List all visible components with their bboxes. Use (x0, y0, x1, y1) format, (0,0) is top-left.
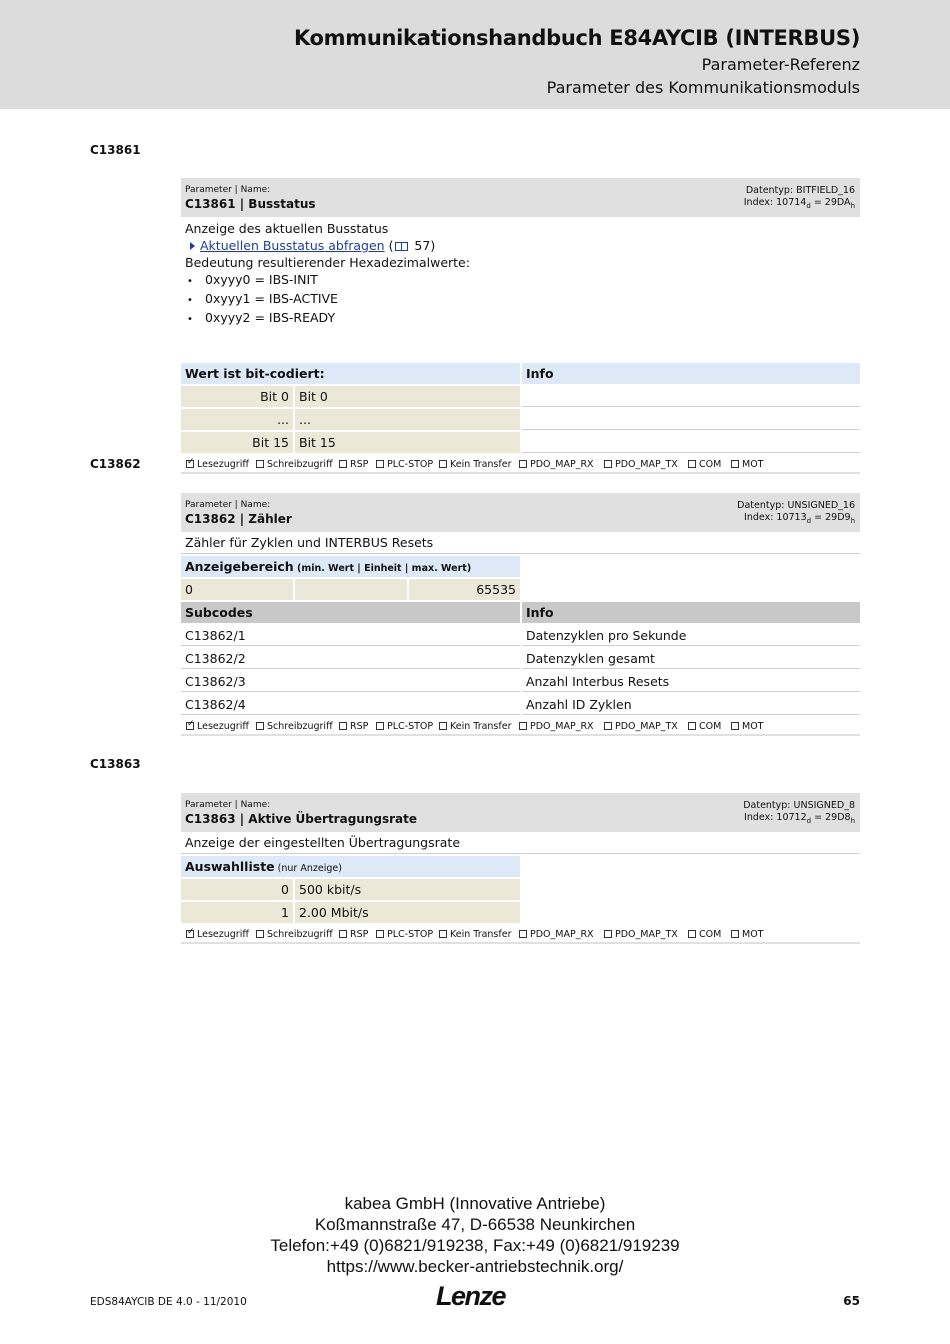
flag-mot: MOT (731, 459, 763, 470)
flag-pdo-map-rx: PDO_MAP_RX (519, 929, 594, 940)
param-header (181, 793, 860, 832)
subcodes-header-row (181, 602, 860, 625)
table-header: Wert ist bit-codiert: (181, 363, 520, 384)
table-row (181, 386, 860, 409)
bit-number: Bit 15 (181, 432, 293, 453)
param-name: C13863 | Aktive Übertragungsrate (185, 812, 417, 826)
footer-street: Koßmannstraße 47, D-66538 Neunkirchen (314, 1215, 636, 1234)
arrow-right-icon (190, 242, 195, 250)
flag-rsp: RSP (339, 459, 368, 470)
param-header (181, 493, 860, 532)
bit-label: Bit 15 (295, 432, 520, 453)
param-header (181, 178, 860, 217)
flag-lesezugriff: ✓Lesezugriff (186, 929, 249, 940)
flag-schreibzugriff: Schreibzugriff (256, 929, 333, 940)
checkbox-icon (439, 930, 447, 938)
lenze-logo: Lenze (436, 1281, 506, 1311)
section-title: Parameter des Kommunikationsmoduls (546, 78, 860, 97)
table-header-row (181, 363, 860, 386)
info-cell (522, 409, 860, 430)
checkbox-checked-icon (186, 930, 194, 938)
document-code: EDS84AYCIB DE 4.0 - 11/2010 (90, 1296, 247, 1308)
description-text: Zähler für Zyklen und INTERBUS Resets (181, 532, 860, 554)
checkbox-icon (731, 722, 739, 730)
option-value: 1 (181, 902, 293, 923)
table-header-info: Info (522, 363, 860, 384)
info-cell (522, 386, 860, 407)
info-cell (522, 432, 860, 453)
param-datatype: Datentyp: UNSIGNED_16 (737, 500, 855, 511)
bit-label: Bit 0 (295, 386, 520, 407)
list-item: • 0xyyy0 = IBS-INIT (185, 271, 856, 290)
section-id-c13863: C13863 (90, 757, 141, 771)
document-title: Kommunikationshandbuch E84AYCIB (INTERBUS) (293, 26, 860, 50)
subcodes-header: Subcodes (181, 602, 520, 623)
list-item: • 0xyyy2 = IBS-READY (185, 309, 856, 328)
access-flags (181, 455, 860, 474)
range-header: Anzeigebereich (min. Wert | Einheit | max. Wert) (181, 556, 520, 577)
checkbox-icon (731, 930, 739, 938)
param-datatype: Datentyp: UNSIGNED_8 (743, 800, 855, 811)
checkbox-icon (519, 930, 527, 938)
flag-plc-stop: PLC-STOP (376, 721, 433, 732)
option-label: 2.00 Mbit/s (295, 902, 520, 923)
param-name-label: Parameter | Name: (185, 185, 271, 195)
flag-kein-transfer: Kein Transfer (439, 929, 511, 940)
checkbox-icon (256, 722, 264, 730)
param-block-c13863 (181, 793, 860, 944)
description-text: Bedeutung resultierender Hexadezimalwerte: (185, 255, 470, 270)
bit-label: ... (295, 409, 520, 430)
checkbox-icon (339, 930, 347, 938)
range-unit (295, 579, 407, 600)
flag-pdo-map-tx: PDO_MAP_TX (604, 721, 678, 732)
param-name: C13862 | Zähler (185, 512, 292, 526)
checkbox-icon (339, 722, 347, 730)
description-row (181, 532, 860, 556)
flag-plc-stop: PLC-STOP (376, 929, 433, 940)
flag-lesezugriff: ✓Lesezugriff (186, 459, 249, 470)
subcode: C13862/3 (181, 671, 520, 692)
param-description (181, 217, 860, 363)
busstatus-link[interactable]: Aktuellen Busstatus abfragen (200, 238, 385, 253)
param-block-c13862 (181, 493, 860, 736)
flag-plc-stop: PLC-STOP (376, 459, 433, 470)
checkbox-icon (376, 722, 384, 730)
footer-url[interactable]: https://www.becker-antriebstechnik.org/ (326, 1257, 624, 1276)
flag-mot: MOT (731, 929, 763, 940)
table-row (181, 694, 860, 717)
section-id-c13862: C13862 (90, 457, 141, 471)
bit-number: Bit 0 (181, 386, 293, 407)
flag-com: COM (688, 929, 721, 940)
checkbox-icon (256, 460, 264, 468)
range-min: 0 (181, 579, 293, 600)
flag-rsp: RSP (339, 929, 368, 940)
checkbox-icon (604, 930, 612, 938)
param-datatype: Datentyp: BITFIELD_16 (745, 185, 855, 196)
description-row (181, 832, 860, 856)
list-item: • 0xyyy1 = IBS-ACTIVE (185, 290, 856, 309)
range-values-row (181, 579, 860, 602)
flag-rsp: RSP (339, 721, 368, 732)
flag-schreibzugriff: Schreibzugriff (256, 721, 333, 732)
subcode: C13862/4 (181, 694, 520, 715)
flag-pdo-map-tx: PDO_MAP_TX (604, 459, 678, 470)
flag-pdo-map-rx: PDO_MAP_RX (519, 721, 594, 732)
list-item (181, 879, 860, 902)
flag-pdo-map-rx: PDO_MAP_RX (519, 459, 594, 470)
checkbox-checked-icon (186, 460, 194, 468)
section-id-c13861: C13861 (90, 143, 141, 157)
access-flags (181, 925, 860, 944)
table-row (181, 671, 860, 694)
checkbox-icon (688, 930, 696, 938)
table-row (181, 432, 860, 455)
flag-lesezugriff: ✓Lesezugriff (186, 721, 249, 732)
footer-phone: Telefon:+49 (0)6821/919238, Fax:+49 (0)6821/919239 (270, 1236, 680, 1255)
checkbox-icon (604, 460, 612, 468)
option-label: 500 kbit/s (295, 879, 520, 900)
checkbox-checked-icon (186, 722, 194, 730)
checkbox-icon (439, 460, 447, 468)
param-name: C13861 | Busstatus (185, 197, 316, 211)
flag-kein-transfer: Kein Transfer (439, 721, 511, 732)
checkbox-icon (688, 460, 696, 468)
checkbox-icon (519, 722, 527, 730)
table-row (181, 625, 860, 648)
subcode: C13862/2 (181, 648, 520, 669)
bit-number: ... (181, 409, 293, 430)
subcode-info: Anzahl ID Zyklen (522, 694, 860, 715)
checkbox-icon (376, 460, 384, 468)
book-icon (395, 242, 408, 251)
param-index: Index: $10713_d = 29D9_h$ (744, 512, 855, 525)
flag-kein-transfer: Kein Transfer (439, 459, 511, 470)
description-text: Anzeige der eingestellten Übertragungsrate (181, 832, 860, 854)
flag-com: COM (688, 459, 721, 470)
page-number: 65 (843, 1294, 860, 1308)
param-block-c13861 (181, 178, 860, 474)
range-header-row (181, 556, 860, 579)
footer-company: kabea GmbH (Innovative Antriebe) (344, 1194, 606, 1213)
subcode-info: Datenzyklen pro Sekunde (522, 625, 860, 646)
checkbox-icon (439, 722, 447, 730)
flag-mot: MOT (731, 721, 763, 732)
cross-reference: Aktuellen Busstatus abfragen ( 57) (185, 237, 856, 254)
subcode: C13862/1 (181, 625, 520, 646)
subcode-info: Anzahl Interbus Resets (522, 671, 860, 692)
checkbox-icon (688, 722, 696, 730)
list-header-row (181, 856, 860, 879)
checkbox-icon (731, 460, 739, 468)
param-name-label: Parameter | Name: (185, 500, 271, 510)
info-header: Info (522, 602, 860, 623)
table-row (181, 648, 860, 671)
param-index: Index: $10714_d = 29DA_h$ (743, 197, 855, 210)
option-value: 0 (181, 879, 293, 900)
checkbox-icon (519, 460, 527, 468)
chapter-title: Parameter-Referenz (701, 55, 860, 74)
param-name-label: Parameter | Name: (185, 800, 271, 810)
flag-com: COM (688, 721, 721, 732)
table-row (181, 409, 860, 432)
checkbox-icon (604, 722, 612, 730)
access-flags (181, 717, 860, 736)
checkbox-icon (339, 460, 347, 468)
flag-pdo-map-tx: PDO_MAP_TX (604, 929, 678, 940)
header-band (0, 0, 950, 109)
param-index: Index: $10712_d = 29D8_h$ (744, 812, 855, 825)
description-text: Anzeige des aktuellen Busstatus (185, 221, 389, 236)
subcode-info: Datenzyklen gesamt (522, 648, 860, 669)
checkbox-icon (376, 930, 384, 938)
flag-schreibzugriff: Schreibzugriff (256, 459, 333, 470)
selection-list-header: Auswahlliste (nur Anzeige) (181, 856, 520, 877)
range-max: 65535 (409, 579, 520, 600)
checkbox-icon (256, 930, 264, 938)
list-item (181, 902, 860, 925)
